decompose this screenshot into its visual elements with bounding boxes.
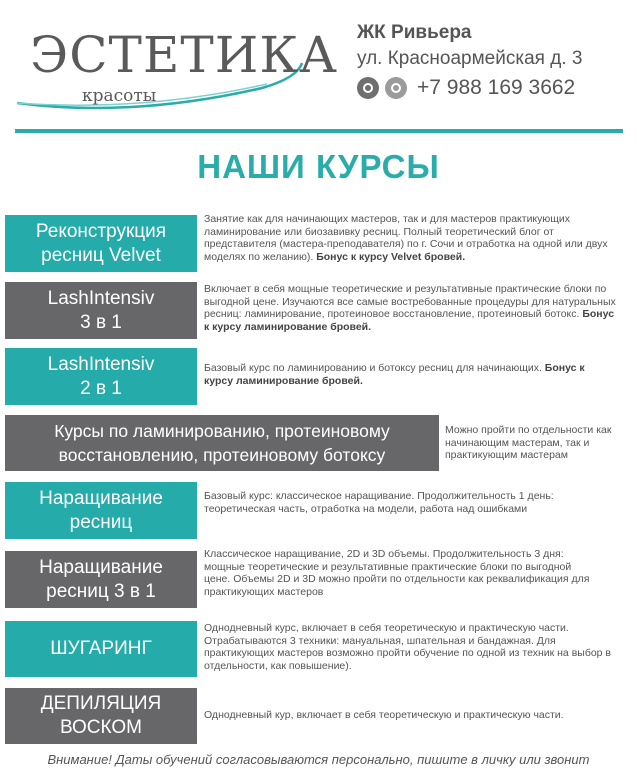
address: ул. Красноармейская д. 3 <box>357 48 583 69</box>
footer-note: Внимание! Даты обучений согласовываются персонально, пишите в личку или звонит <box>47 752 590 767</box>
course-label-wax-depilation: ДЕПИЛЯЦИЯ ВОСКОМ <box>5 688 197 744</box>
logo-sub-text: красоты <box>82 86 157 106</box>
page-title: НАШИ КУРСЫ <box>197 148 440 185</box>
course-desc-lash-extension: Базовый курс: классическое наращивание. Продолжительность 1 день: теоретическая часть, отработка на модели, работа над ошибками <box>204 490 554 515</box>
course-label-lashintensiv-3in1: LashIntensiv 3 в 1 <box>5 282 197 339</box>
course-desc-lash-extension-3in1: Классическое наращивание, 2D и 3D объемы. Продолжительность 3 дня: мощные теоретические и результативные практические блоки по выгодной цене. Объемы 2D и 3D можно пройти по отдельности как реквалификация для практикующих мастеров <box>204 548 590 598</box>
course-label-sugaring: ШУГАРИНГ <box>5 621 197 677</box>
whatsapp-icon[interactable] <box>357 77 379 99</box>
viber-icon[interactable] <box>385 77 407 99</box>
course-desc-lamination-courses: Можно пройти по отдельности как начинающим мастерам, так и практикующим мастерам <box>445 424 612 461</box>
course-label-lashintensiv-2in1: LashIntensiv 2 в 1 <box>5 348 197 405</box>
course-label-lamination-courses: Курсы по ламинированию, протеиновому восстановлению, протеиновому ботоксу <box>5 415 439 471</box>
course-desc-lashintensiv-2in1: Базовый курс по ламинированию и ботоксу ресниц для начинающих. Бонус к курсу ламинирование бровей. <box>204 362 585 387</box>
contact-block <box>357 22 582 100</box>
course-label-lash-extension: Наращивание ресниц <box>5 482 197 539</box>
complex-name: ЖК Ривьера <box>357 22 472 43</box>
course-label-velvet: Реконструкция ресниц Velvet <box>5 215 197 272</box>
logo-main-text: ЭСТЕТИКА <box>30 26 338 84</box>
course-desc-wax-depilation: Однодневный кур, включает в себя теоретическую и практическую части. <box>204 709 564 721</box>
logo <box>12 18 338 113</box>
header-divider <box>15 129 623 133</box>
course-desc-lashintensiv-3in1: Включает в себя мощные теоретические и результативные практические блоки по выгодной цене. Изучаются все самые востребованные процедуры для натуральных ресниц: ламинирование, протеиновое восстановление, протеиновый ботокс. Бонус к курсу ламинирование бровей. <box>204 283 616 333</box>
course-label-lash-extension-3in1: Наращивание ресниц 3 в 1 <box>5 551 197 608</box>
course-desc-velvet: Занятие как для начинающих мастеров, так и для мастеров практикующих ламинирование или биозавивку ресниц. Полный теоретический блог от представителя (мастера-преподавателя) по г. Сочи и отработка на одной или двух моделях по желанию). Бонус к курсу Velvet бровей. <box>204 213 608 263</box>
phone-number[interactable]: +7 988 169 3662 <box>417 76 576 99</box>
course-desc-sugaring: Однодневный курс, включает в себя теоретическую и практическую части. Отрабатываются 3 техники: мануальная, шпательная и бандажная. Для практикующих мастеров возможно пройти обучение по одной из техник на выбор в отдельности, как повышение). <box>204 622 612 672</box>
